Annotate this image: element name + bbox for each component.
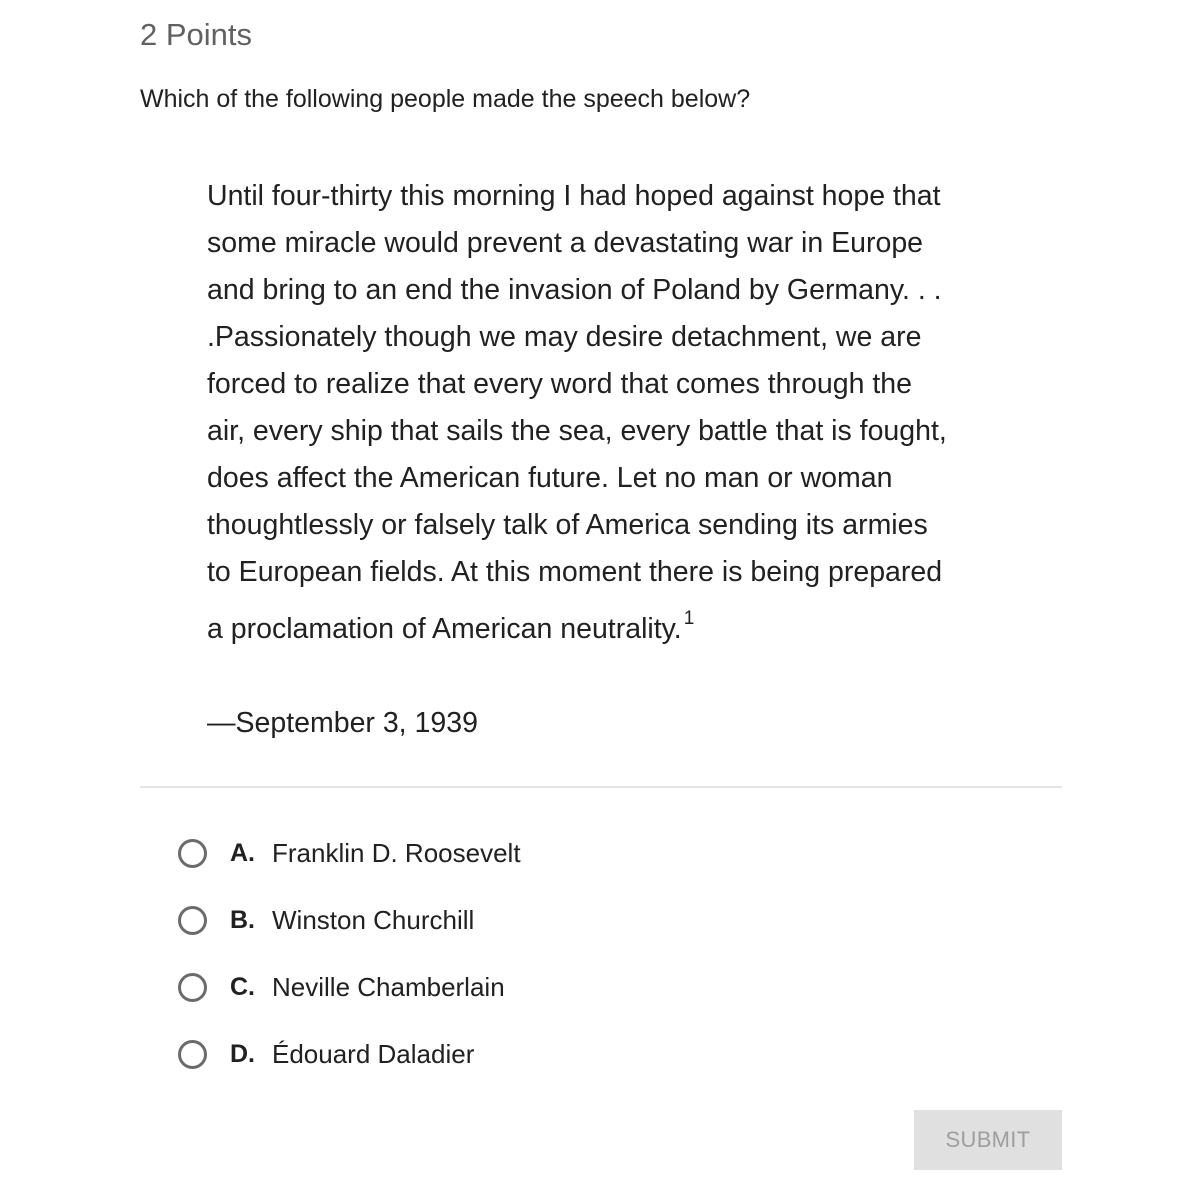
submit-button[interactable]: SUBMIT [914, 1110, 1062, 1170]
passage-line: air, every ship that sails the sea, every battle that is fought, [207, 415, 947, 447]
footnote-marker: 1 [683, 607, 695, 629]
choice-text: Winston Churchill [272, 904, 475, 935]
choice-letter: D. [230, 1039, 255, 1068]
passage-line: Until four-thirty this morning I had hoped against hope that [207, 180, 941, 212]
choice-text: Neville Chamberlain [272, 971, 505, 1002]
choice-letter: A. [230, 838, 255, 867]
passage-line: forced to realize that every word that comes through the [207, 368, 912, 400]
question-prompt: Which of the following people made the speech below? [140, 85, 751, 113]
choice-letter: B. [230, 905, 255, 934]
passage-line: a proclamation of American neutrality. [207, 613, 682, 645]
radio-button-icon[interactable] [178, 839, 207, 868]
radio-button-icon[interactable] [178, 906, 207, 935]
passage-line: thoughtlessly or falsely talk of America sending its armies [207, 509, 928, 541]
choice-text: Édouard Daladier [272, 1038, 475, 1069]
choice-c[interactable] [178, 967, 505, 1007]
radio-button-icon[interactable] [178, 1040, 207, 1069]
speech-date: —September 3, 1939 [207, 707, 478, 739]
passage-line: and bring to an end the invasion of Poland by Germany. . . [207, 274, 942, 306]
speech-passage [207, 173, 1007, 653]
choice-d[interactable] [178, 1034, 474, 1074]
points-label: 2 Points [140, 17, 253, 52]
passage-line: .Passionately though we may desire detachment, we are [207, 321, 922, 353]
passage-line: to European fields. At this moment there is being prepared [207, 556, 943, 588]
choice-text: Franklin D. Roosevelt [272, 837, 521, 868]
divider [140, 786, 1062, 788]
passage-line: some miracle would prevent a devastating war in Europe [207, 227, 924, 259]
choice-b[interactable] [178, 900, 474, 940]
passage-last-line [207, 606, 1007, 653]
choice-a[interactable] [178, 833, 521, 873]
passage-line: does affect the American future. Let no man or woman [207, 462, 893, 494]
radio-button-icon[interactable] [178, 973, 207, 1002]
choice-letter: C. [230, 972, 255, 1001]
